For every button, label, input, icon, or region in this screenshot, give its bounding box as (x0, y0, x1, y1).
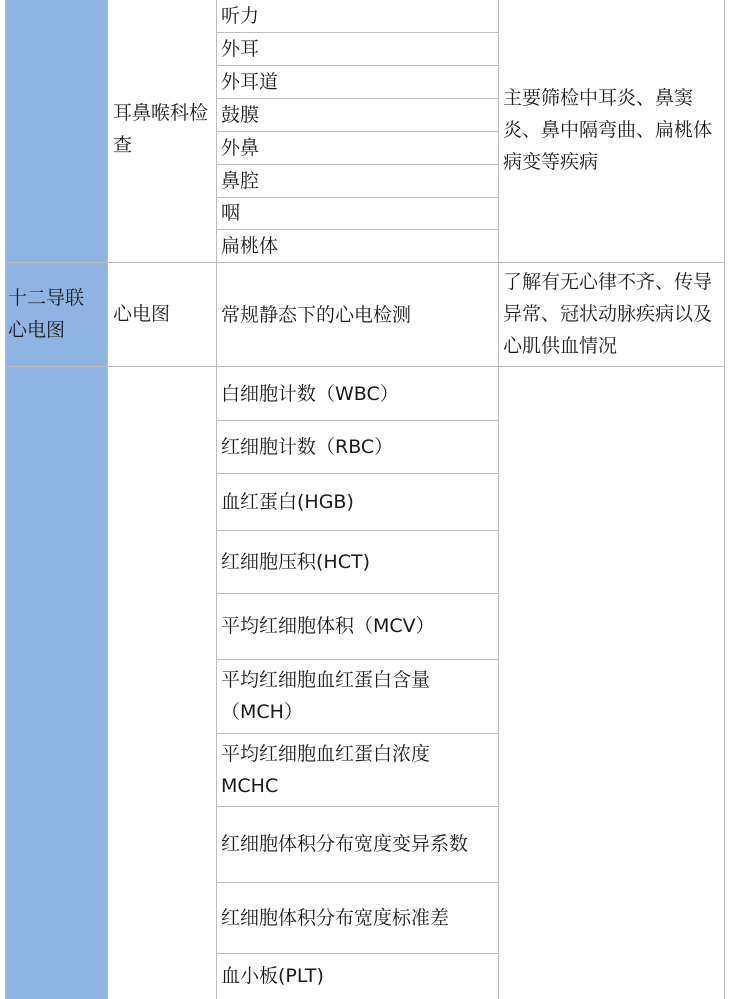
blood-item-rdw-cv: 红细胞体积分布宽度变异系数 (221, 833, 469, 855)
blood-item-mchc: 平均红细胞血红蛋白浓度MCHC (221, 742, 431, 797)
grid-line (216, 197, 499, 198)
ent-item-ear-canal: 外耳道 (221, 70, 279, 93)
ecg-item: 常规静态下的心电检测 (221, 303, 412, 326)
ent-description: 主要筛检中耳炎、鼻窦炎、鼻中隔弯曲、扁桃体病变等疾病 (503, 87, 713, 173)
ent-item-nasal-cavity: 鼻腔 (221, 169, 260, 192)
ecg-section-label: 十二导联心电图 (8, 287, 85, 341)
blood-item-hct: 红细胞压积(HCT) (221, 550, 370, 573)
blood-item-rbc: 红细胞计数（RBC） (221, 435, 394, 458)
ent-category: 耳鼻喉科检查 (113, 102, 209, 156)
grid-line (724, 0, 725, 999)
grid-line (5, 0, 6, 999)
grid-line (107, 0, 108, 999)
section-column (6, 0, 107, 999)
blood-item-plt: 血小板(PLT) (221, 965, 324, 987)
grid-line (216, 0, 217, 999)
ent-item-hearing: 听力 (221, 5, 260, 27)
ent-item-eardrum: 鼓膜 (221, 103, 260, 126)
grid-line (498, 0, 499, 999)
blood-item-rdw-sd: 红细胞体积分布宽度标准差 (221, 906, 450, 929)
ent-item-outer-ear: 外耳 (221, 37, 260, 60)
ent-item-pharynx: 咽 (221, 202, 241, 224)
blood-item-mcv: 平均红细胞体积（MCV） (221, 615, 435, 637)
blood-item-wbc: 白细胞计数（WBC） (221, 382, 399, 405)
ecg-category: 心电图 (113, 303, 171, 325)
blood-item-hgb: 血红蛋白(HGB) (221, 490, 354, 513)
ent-item-outer-nose: 外鼻 (221, 136, 260, 159)
blood-item-mch: 平均红细胞血红蛋白含量（MCH） (221, 669, 431, 723)
ecg-description: 了解有无心律不齐、传导异常、冠状动脉疾病以及心肌供血情况 (503, 271, 713, 357)
ent-item-tonsils: 扁桃体 (221, 234, 279, 257)
